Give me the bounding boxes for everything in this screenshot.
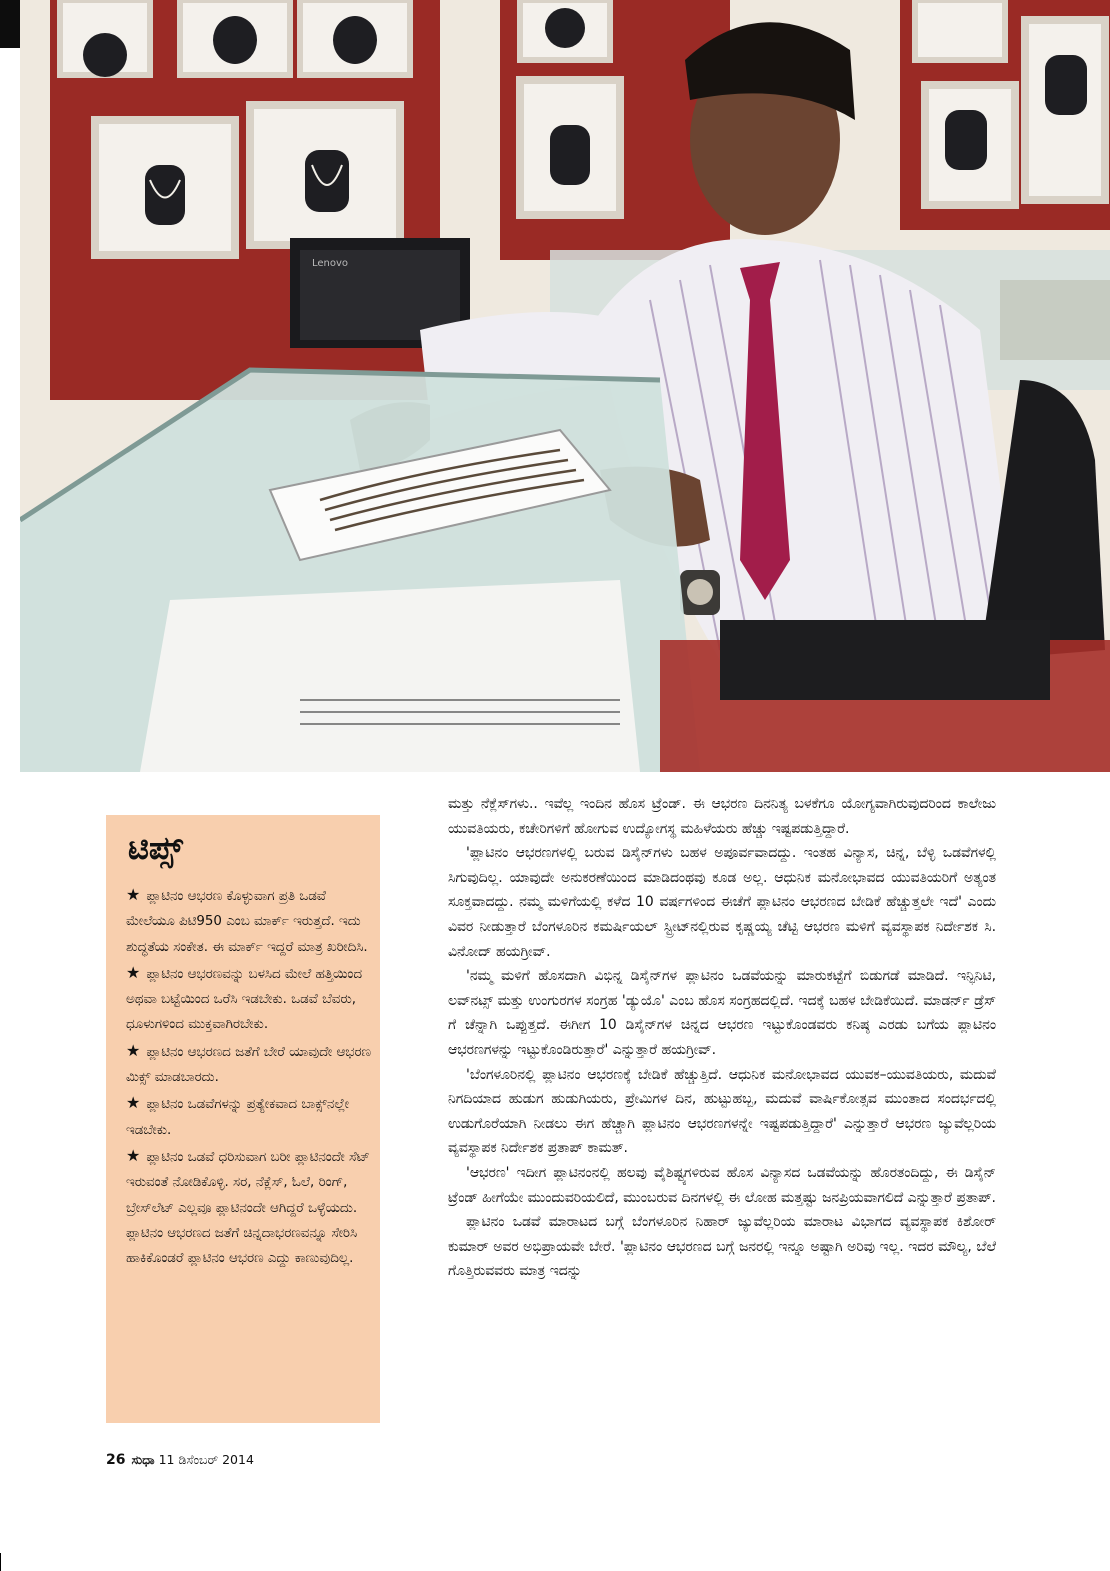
star-icon: ★ <box>126 885 141 904</box>
photo-illustration <box>20 0 1110 772</box>
issue-date: 11 ಡಿಸೆಂಬರ್ 2014 <box>158 1452 254 1467</box>
magazine-name: ಸುಧಾ <box>131 1452 155 1467</box>
article-paragraph: 'ಬೆಂಗಳೂರಿನಲ್ಲಿ ಪ್ಲಾಟಿನಂ ಆಭರಣಕ್ಕೆ ಬೇಡಿಕೆ ಹೆಚ್ಚುತ್ತಿದೆ. ಆಧುನಿಕ ಮನೋಭಾವದ ಯುವಕ–ಯುವತಿಯರು, ಮದುವೆ ನಿಗದಿಯಾದ ಹುಡುಗ ಹುಡುಗಿಯರು, ಪ್ರೇಮಿಗಳ ದಿನ, ಹುಟ್ಟುಹಬ್ಬ, ಮದುವೆ ವಾರ್ಷಿಕೋತ್ಸವ ಮುಂತಾದ ಸಂದರ್ಭದಲ್ಲಿ ಉಡುಗೊರೆಯಾಗಿ ನೀಡಲು ಈಗ ಹೆಚ್ಚಾಗಿ ಪ್ಲಾಟಿನಂ ಆಭರಣಗಳನ್ನೇ ಇಷ್ಟಪಡುತ್ತಿದ್ದಾರೆ' ಎನ್ನುತ್ತಾರೆ ಆಭರಣ ಜ್ಯುವೆಲ್ಲರಿಯ ವ್ಯವಸ್ಥಾಪಕ ನಿರ್ದೇಶಕ ಪ್ರತಾಪ್ ಕಾಮತ್. <box>448 1066 996 1157</box>
tip-item <box>126 882 372 960</box>
star-icon: ★ <box>126 1040 141 1060</box>
page-number: 26 <box>106 1452 126 1468</box>
tips-box <box>106 815 380 1423</box>
article-paragraph: 'ನಮ್ಮ ಮಳಿಗೆ ಹೊಸದಾಗಿ ವಿಭಿನ್ನ ಡಿಸೈನ್‌ಗಳ ಪ್ಲಾಟಿನಂ ಒಡವೆಯನ್ನು ಮಾರುಕಟ್ಟೆಗೆ ಬಿಡುಗಡೆ ಮಾಡಿದೆ. ಇನ್ಫಿನಿಟಿ, ಲವ್‌ನಟ್ಸ್ ಮತ್ತು ಉಂಗುರಗಳ ಸಂಗ್ರಹ 'ಡ್ಯುಯೊ' ಎಂಬ ಹೊಸ ಸಂಗ್ರಹದಲ್ಲಿದೆ. ಇದಕ್ಕೆ ಬಹಳ ಬೇಡಿಕೆಯಿದೆ. ಮಾಡರ್ನ್ ಡ್ರೆಸ್ ಗೆ ಚೆನ್ನಾಗಿ ಒಪ್ಪುತ್ತದೆ. ಈಗೀಗ 10 ಡಿಸೈನ್‌ಗಳ ಚಿನ್ನದ ಆಭರಣ ಇಟ್ಟುಕೊಂಡವರು ಕನಿಷ್ಠ ಎರಡು ಬಗೆಯ ಪ್ಲಾಟಿನಂ ಆಭರಣಗಳನ್ನು ಇಟ್ಟುಕೊಂಡಿರುತ್ತಾರೆ' ಎನ್ನುತ್ತಾರೆ ಹಯಗ್ರೀವ್. <box>448 968 996 1058</box>
tip-text: ಪ್ಲಾಟಿನಂ ಆಭರಣವನ್ನು ಬಳಸಿದ ಮೇಲೆ ಹತ್ತಿಯಿಂದ ಅಥವಾ ಬಟ್ಟೆಯಿಂದ ಒರೆಸಿ ಇಡಬೇಕು. ಒಡವೆ ಬೆವರು, ಧೂಳುಗಳಿಂದ ಮುಕ್ತವಾಗಿರಬೇಕು. <box>126 966 362 1033</box>
page-footer <box>106 1452 254 1468</box>
monitor-brand: Lenovo <box>312 258 349 269</box>
star-icon: ★ <box>126 962 141 982</box>
article-paragraph: ಪ್ಲಾಟಿನಂ ಒಡವೆ ಮಾರಾಟದ ಬಗ್ಗೆ ಬೆಂಗಳೂರಿನ ನಿಹಾರ್ ಜ್ಯುವೆಲ್ಲರಿಯ ಮಾರಾಟ ವಿಭಾಗದ ವ್ಯವಸ್ಥಾಪಕ ಕಿಶೋರ್ ಕುಮಾರ್ ಅವರ ಅಭಿಪ್ರಾಯವೇ ಬೇರೆ. 'ಪ್ಲಾಟಿನಂ ಆಭರಣದ ಬಗ್ಗೆ ಜನರಲ್ಲಿ ಇನ್ನೂ ಅಷ್ಟಾಗಿ ಅರಿವು ಇಲ್ಲ. ಇದರ ಮೌಲ್ಯ, ಬೆಲೆ ಗೊತ್ತಿರುವವರು ಮಾತ್ರ ಇದನ್ನು <box>448 1214 996 1280</box>
tip-text: ಪ್ಲಾಟಿನಂ ಒಡವೆಗಳನ್ನು ಪ್ರತ್ಯೇಕವಾದ ಬಾಕ್ಸ್‌ನಲ್ಲೇ ಇಡಬೇಕು. <box>126 1097 349 1138</box>
tip-text: ಪ್ಲಾಟಿನಂ ಆಭರಣ ಕೊಳ್ಳುವಾಗ ಪ್ರತಿ ಒಡವೆ ಮೇಲೆಯೂ ಪಿಟಿ950 ಎಂಬ ಮಾರ್ಕ್ ಇರುತ್ತದೆ. ಇದು ಶುದ್ಧತೆಯ ಸಂಕೇತ. ಈ ಮಾರ್ಕ್ ಇದ್ದರೆ ಮಾತ್ರ ಖರೀದಿಸಿ. <box>126 889 368 955</box>
feature-photo <box>20 0 1110 772</box>
article-paragraph: 'ಪ್ಲಾಟಿನಂ ಆಭರಣಗಳಲ್ಲಿ ಬರುವ ಡಿಸೈನ್‌ಗಳು ಬಹಳ ಅಪೂರ್ವವಾದದ್ದು. ಇಂತಹ ವಿನ್ಯಾಸ, ಚಿನ್ನ, ಬೆಳ್ಳಿ ಒಡವೆಗಳಲ್ಲಿ ಸಿಗುವುದಿಲ್ಲ. ಯಾವುದೇ ಅನುಕರಣೆಯಿಂದ ಮಾಡಿದಂಥವು ಕೂಡ ಅಲ್ಲ. ಆಧುನಿಕ ಮನೋಭಾವದ ಯುವತಿಯರಿಗೆ ಅತ್ಯಂತ ಸೂಕ್ತವಾದದ್ದು. ನಮ್ಮ ಮಳಿಗೆಯಲ್ಲಿ ಕಳೆದ 10 ವರ್ಷಗಳಿಂದ ಈಚೆಗೆ ಪ್ಲಾಟಿನಂ ಆಭರಣದ ಬೇಡಿಕೆ ಹೆಚ್ಚುತ್ತಲೇ ಇದೆ' ಎಂದು ವಿವರ ನೀಡುತ್ತಾರೆ ಬೆಂಗಳೂರಿನ ಕಮರ್ಷಿಯಲ್ ಸ್ಟ್ರೀಟ್‌ನಲ್ಲಿರುವ ಕೃಷ್ಣಯ್ಯ ಚೆಟ್ಟಿ ಆಭರಣ ಮಳಿಗೆ ವ್ಯವಸ್ಥಾಪಕ ನಿರ್ದೇಶಕ ಸಿ. ವಿನೋದ್ ಹಯಗ್ರೀವ್. <box>448 845 996 960</box>
tip-text: ಪ್ಲಾಟಿನಂ ಆಭರಣದ ಜತೆಗೆ ಬೇರೆ ಯಾವುದೇ ಆಭರಣ ಮಿಕ್ಸ್ ಮಾಡಬಾರದು. <box>126 1044 372 1086</box>
star-icon: ★ <box>126 1145 141 1165</box>
tip-item <box>126 1038 372 1091</box>
tip-item <box>126 1090 372 1143</box>
tip-item <box>126 960 372 1038</box>
tips-list <box>126 882 372 1271</box>
article-paragraph: 'ಆಭರಣ' ಇದೀಗ ಪ್ಲಾಟಿನಂನಲ್ಲಿ ಹಲವು ವೈಶಿಷ್ಟ್ಯಗಳಿರುವ ಹೊಸ ವಿನ್ಯಾಸದ ಒಡವೆಯನ್ನು ಹೊರತಂದಿದ್ದು, ಈ ಡಿಸೈನ್ ಟ್ರೆಂಡ್ ಹೀಗೆಯೇ ಮುಂದುವರಿಯಲಿದೆ, ಮುಂಬರುವ ದಿನಗಳಲ್ಲಿ ಈ ಲೋಹ ಮತ್ತಷ್ಟು ಜನಪ್ರಿಯವಾಗಲಿದೆ ಎನ್ನುತ್ತಾರೆ ಪ್ರತಾಪ್. <box>448 1164 996 1206</box>
article-body <box>448 792 996 1412</box>
crop-mark <box>0 1553 1 1571</box>
article-paragraph: ಮತ್ತು ನೆಕ್ಲೆಸ್‌ಗಳು.. ಇವೆಲ್ಲ ಇಂದಿನ ಹೊಸ ಟ್ರೆಂಡ್. ಈ ಆಭರಣ ದಿನನಿತ್ಯ ಬಳಕೆಗೂ ಯೋಗ್ಯವಾಗಿರುವುದರಿಂದ ಕಾಲೇಜು ಯುವತಿಯರು, ಕಚೇರಿಗಳಿಗೆ ಹೋಗುವ ಉದ್ಯೋಗಸ್ಥ ಮಹಿಳೆಯರು ಹೆಚ್ಚು ಇಷ್ಟಪಡುತ್ತಿದ್ದಾರೆ. <box>448 796 996 837</box>
tips-title: ಟಿಪ್ಸ್ <box>128 829 183 867</box>
tip-text: ಪ್ಲಾಟಿನಂ ಒಡವೆ ಧರಿಸುವಾಗ ಬರೀ ಪ್ಲಾಟಿನಂದೇ ಸೆಟ್ ಇರುವಂತೆ ನೋಡಿಕೊಳ್ಳಿ. ಸರ, ನೆಕ್ಲೆಸ್, ಓಲೆ, ರಿಂಗ್, ಬ್ರೇಸ್‌ಲೆಟ್ ಎಲ್ಲವೂ ಪ್ಲಾಟಿನಂದೇ ಆಗಿದ್ದರೆ ಒಳ್ಳೆಯದು. ಪ್ಲಾಟಿನಂ ಆಭರಣದ ಜತೆಗೆ ಚಿನ್ನದಾಭರಣವನ್ನೂ ಸೇರಿಸಿ ಹಾಕಿಕೊಂಡರೆ ಪ್ಲಾಟಿನಂ ಆಭರಣ ಎದ್ದು ಕಾಣುವುದಿಲ್ಲ. <box>126 1149 370 1267</box>
star-icon: ★ <box>126 1093 141 1113</box>
tip-item <box>126 1143 372 1271</box>
